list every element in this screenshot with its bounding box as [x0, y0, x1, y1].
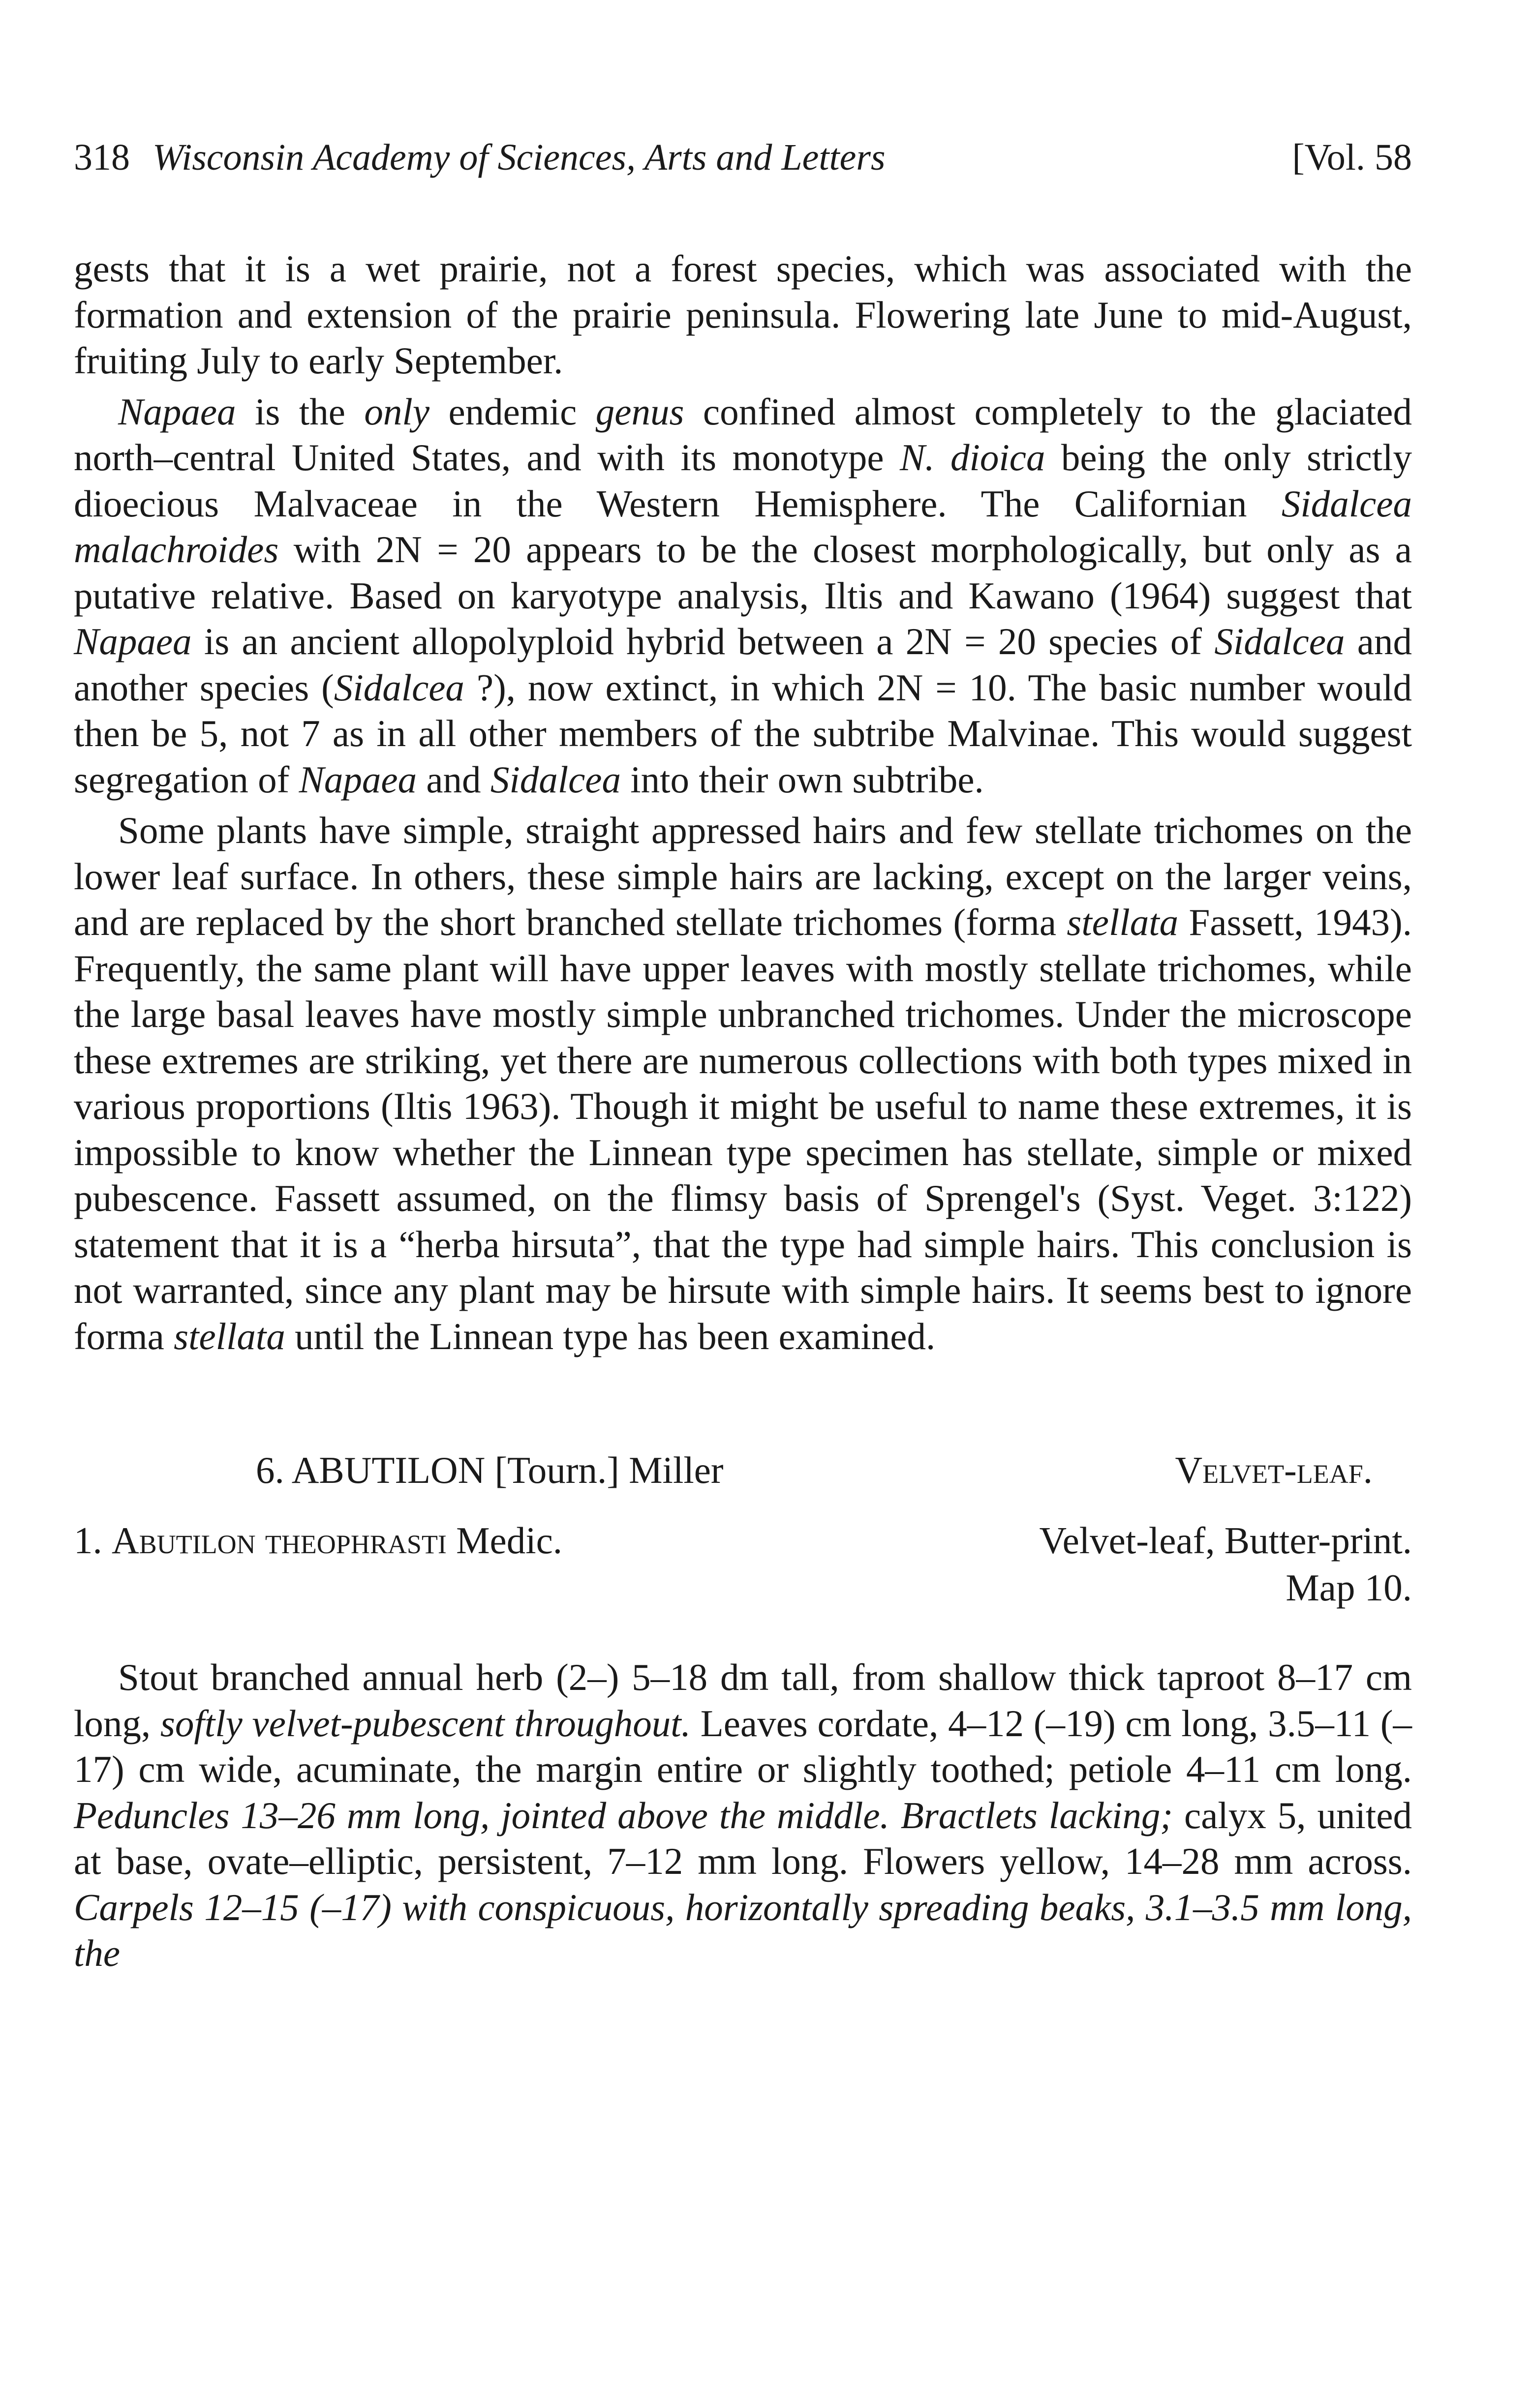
text-run: Fassett, 1943). Frequently, the same plant will have upper leaves with mostly stellate trichomes, while the large basal leaves have mostly simple unbranched trichomes. Under the microscope these extremes are striking, yet there are numerous collections with both types mixed in various proportions (Iltis 1963). Though it might be useful to name these extremes, it is impossible to know whether the Linnean type specimen has stellate, simple or mixed pubescence. Fassett assumed, on the flimsy basis of Sprengel's (Syst. Veget. 3:122) statement that it is a “herba hirsuta”, that the type had simple hairs. This conclusion is not warranted, since any plant may be hirsute with simple hairs. It seems best to ignore forma [74, 901, 1412, 1357]
genus-name: Napaea [74, 620, 192, 662]
text-run: being the only strictly dioecious Malvaceae in the Western Hemisphere. The Californian [74, 436, 1412, 525]
key-character: Peduncles 13–26 mm long, jointed above the middle. Bractlets lacking; [74, 1794, 1173, 1836]
species-common-name: Velvet-leaf, Butter-print. [1039, 1519, 1412, 1562]
genus-name: Napaea [118, 390, 236, 433]
text-run: and another species ( [74, 620, 1412, 709]
species-heading [74, 1517, 1412, 1615]
text-run: with 2N = 20 appears to be the closest morphologically, but only as a putative relative. Based on karyotype analysis, Iltis and Kawano (1964) suggest that [74, 528, 1412, 617]
paragraph-prairie-species [74, 246, 1412, 384]
genus-name: Sidalcea [1214, 620, 1345, 662]
key-character: softly velvet-pubescent throughout. [160, 1702, 691, 1745]
paragraph-napaea-genus [74, 389, 1412, 803]
journal-title: Wisconsin Academy of Sciences, Arts and Letters [153, 137, 886, 178]
genus-name: Sidalcea [334, 666, 464, 709]
text-run: ?), now extinct, in which 2N = 10. The basic number would then be 5, not 7 as in all other members of the subtribe Malvinae. This would suggest segregation of [74, 666, 1412, 801]
genus-common-name: Velvet-leaf. [1175, 1449, 1373, 1491]
emphasis: only [364, 390, 429, 433]
genus-name: Napaea [299, 758, 417, 801]
emphasis: genus [595, 390, 684, 433]
genus-name: Sidalcea [490, 758, 621, 801]
running-head [74, 133, 1412, 182]
page-number: 318 [74, 137, 130, 178]
text-run: is the [236, 390, 365, 433]
species-author: Medic. [446, 1519, 563, 1562]
species-name: N. dioica [899, 436, 1045, 479]
paragraph-trichomes [74, 808, 1412, 1359]
text-run: endemic [429, 390, 596, 433]
text-run: into their own subtribe. [620, 758, 984, 801]
text-run: until the Linnean type has been examined. [285, 1315, 936, 1357]
species-entry [74, 1517, 562, 1564]
text-run: confined almost completely to the glaciated north–central United States, and with its monotype [74, 390, 1412, 479]
text-run: Leaves cordate, 4–12 (–19) cm long, 3.5–11 (–17) cm wide, acuminate, the margin entire or slightly toothed; petiole 4–11 cm long. [74, 1702, 1412, 1790]
species-name: Sidalcea malachroides [74, 482, 1412, 571]
genus-heading [74, 1443, 1412, 1497]
text-run: is an ancient allopolyploid hybrid between a 2N = 20 species of [191, 620, 1215, 662]
text-run: Stout branched annual herb (2–) 5–18 dm tall, from shallow thick taproot 8–17 cm long, [74, 1656, 1412, 1745]
text-run: calyx 5, united at base, ovate–elliptic, persistent, 7–12 mm long. Flowers yellow, 14–28 mm across. [74, 1794, 1412, 1882]
page [74, 133, 1412, 1982]
volume-number: [Vol. 58 [1292, 137, 1412, 178]
text-run: Some plants have simple, straight appressed hairs and few stellate trichomes on the lower leaf surface. In others, these simple hairs are lacking, except on the larger veins, and are replaced by the short branched stellate trichomes (forma [74, 809, 1412, 943]
key-character: Carpels 12–15 (–17) with conspicuous, horizontally spreading beaks, 3.1–3.5 mm long, the [74, 1886, 1412, 1974]
genus-title: 6. ABUTILON [Tourn.] Miller [256, 1449, 724, 1491]
forma-name: stellata [1067, 901, 1179, 943]
forma-name: stellata [174, 1315, 285, 1357]
species-description [74, 1655, 1412, 1977]
text-run: and [417, 758, 490, 801]
paragraph-text: gests that it is a wet prairie, not a forest species, which was associated with the formation and extension of the prairie peninsula. Flowering late June to mid-August, fruiting July to early September. [74, 247, 1412, 382]
species-scientific-name: Abutilon theophrasti [112, 1519, 447, 1562]
species-number: 1. [74, 1519, 112, 1562]
map-reference: Map 10. [1286, 1566, 1412, 1609]
